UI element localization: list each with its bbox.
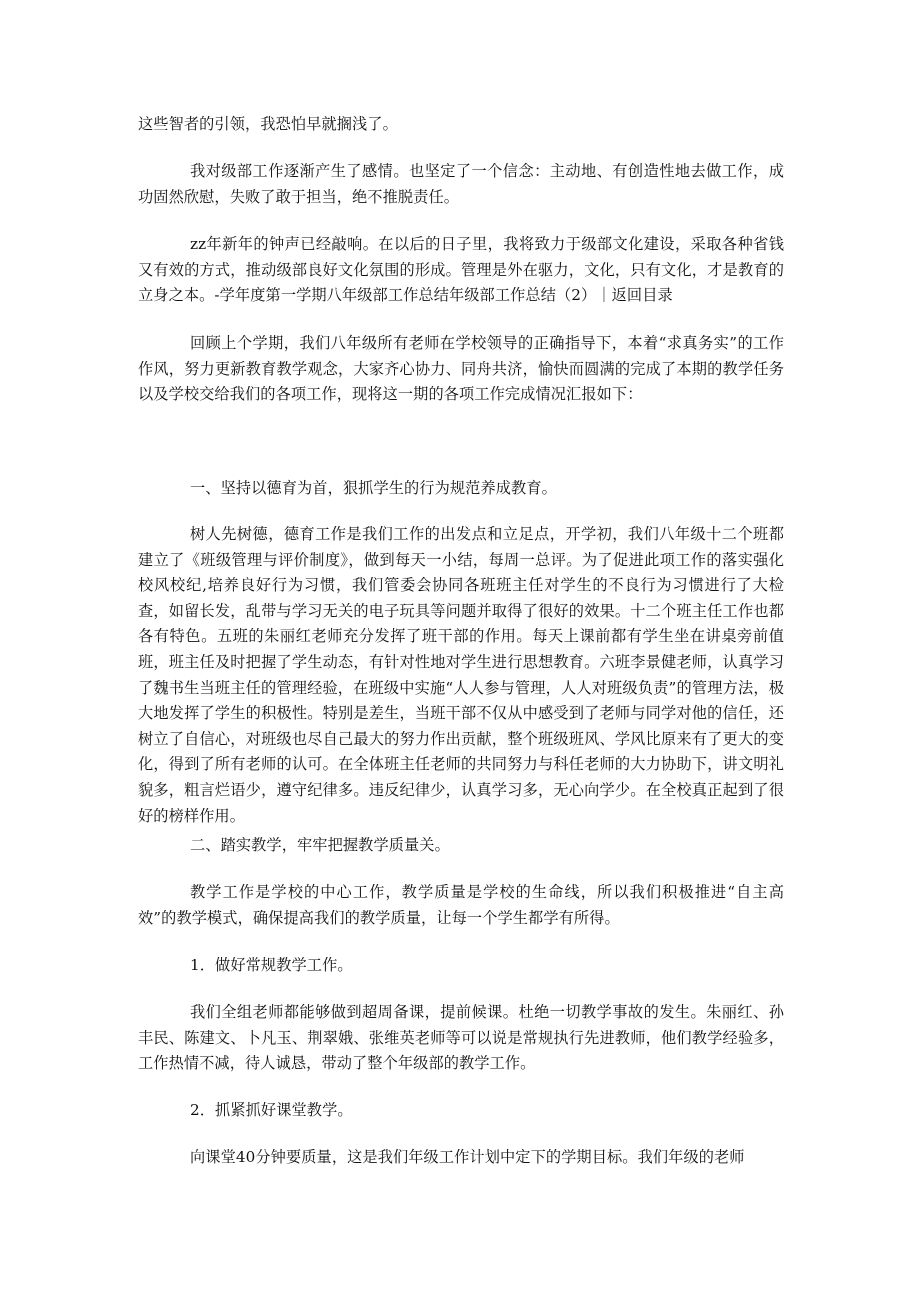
paragraph-4: 回顾上个学期，我们八年级所有老师在学校领导的正确指导下，本着“求真务实”的工作作风，努力更新教育教学观念，大家齐心协力、同舟共济，愉快而圆满的完成了本期的教学任务以及学校交给我们的各项工作，现将这一期的各项工作完成情况汇报如下： bbox=[138, 334, 784, 404]
subheading-1: 1．做好常规教学工作。 bbox=[190, 956, 353, 974]
paragraph-3: zz年新年的钟声已经敲响。在以后的日子里，我将致力于级部文化建设，采取各种省钱又有效的方式，推动级部良好文化氛围的形成。管理是外在驱力，文化，只有文化，才是教育的立身之本。-学年度第一学期八年级部工作总结年级部工作总结（2）｜返回目录 bbox=[138, 235, 784, 305]
paragraph-7: 我们全组老师都能够做到超周备课，提前候课。杜绝一切教学事故的发生。朱丽红、孙丰民、陈建文、卜凡玉、荆翠娥、张维英老师等可以说是常规执行先进教师，他们教学经验多，工作热情不减，待人诚恳，带动了整个年级部的教学工作。 bbox=[138, 1003, 784, 1073]
paragraph-8: 向课堂40分钟要质量，这是我们年级工作计划中定下的学期目标。我们年级的老师 bbox=[190, 1148, 745, 1166]
paragraph-6: 教学工作是学校的中心工作，教学质量是学校的生命线，所以我们积极推进“自主高效”的教学模式，确保提高我们的教学质量，让每一个学生都学有所得。 bbox=[138, 883, 784, 927]
section-heading-1: 一、坚持以德育为首，狠抓学生的行为规范养成教育。 bbox=[190, 479, 557, 497]
section-heading-2: 二、踏实教学，牢牢把握教学质量关。 bbox=[190, 836, 450, 854]
paragraph-2: 我对级部工作逐渐产生了感情。也坚定了一个信念：主动地、有创造性地去做工作，成功固然欣慰，失败了敢于担当，绝不推脱责任。 bbox=[138, 162, 784, 206]
paragraph-1: 这些智者的引领，我恐怕早就搁浅了。 bbox=[138, 115, 398, 133]
paragraph-5: 树人先树德，德育工作是我们工作的出发点和立足点，开学初，我们八年级十二个班都建立了《班级管理与评价制度》，做到每天一小结，每周一总评。为了促进此项工作的落实强化校风校纪,培养良好行为习惯，我们管委会协同各班班主任对学生的不良行为习惯进行了大检查，如留长发，乱带与学习无关的电子玩具等问题并取得了很好的效果。十二个班主任工作也都各有特色。五班的朱丽红老师充分发挥了班干部的作用。每天上课前都有学生坐在讲桌旁前值班，班主任及时把握了学生动态，有针对性地对学生进行思想教育。六班李景健老师，认真学习了魏书生当班主任的管理经验，在班级中实施“人人参与管理，人人对班级负责”的管理方法，极大地发挥了学生的积极性。特别是差生，当班干部不仅从中感受到了老师与同学对他的信任，还树立了自信心，对班级也尽自己最大的努力作出贡献，整个班级班风、学风比原来有了更大的变化，得到了所有老师的认可。在全体班主任老师的共同努力与科任老师的大力协助下，讲文明礼貌多，粗言烂语少，遵守纪律多。违反纪律少，认真学习多，无心向学少。在全校真正起到了很好的榜样作用。 bbox=[138, 525, 784, 825]
subheading-2: 2．抓紧抓好课堂教学。 bbox=[190, 1101, 353, 1119]
